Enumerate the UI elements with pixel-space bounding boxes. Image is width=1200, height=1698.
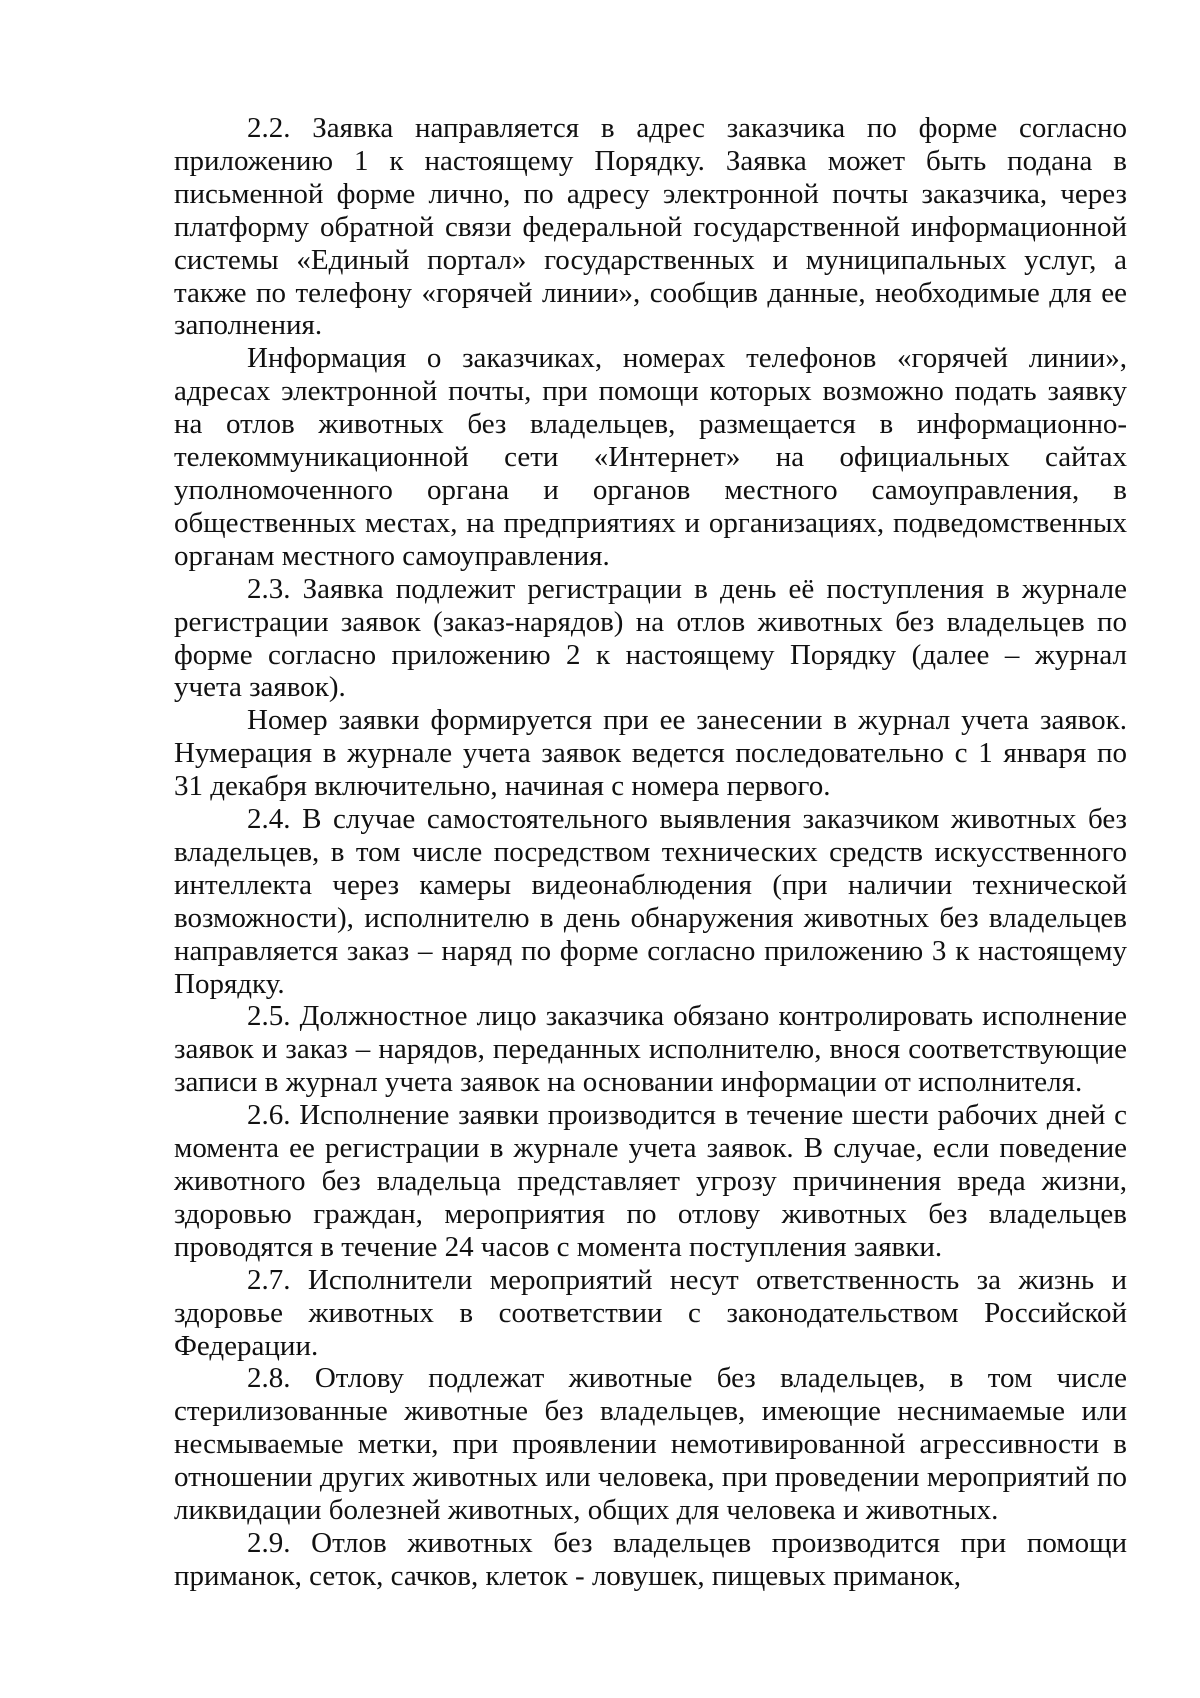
paragraph-2-4: 2.4. В случае самостоятельного выявления заказчиком животных без владельцев, в том числе посредством технических средств искусственного интеллекта через камеры видеонаблюдения (при наличии технической возможности), исполнителю в день обнаружения животных без владельцев направляется заказ – наряд по форме согласно приложению 3 к настоящему Порядку. — [174, 803, 1127, 1000]
paragraph-numbering: Номер заявки формируется при ее занесении в журнал учета заявок. Нумерация в журнале учета заявок ведется последовательно с 1 января по 31 декабря включительно, начиная с номера первого. — [174, 704, 1127, 803]
paragraph-2-2: 2.2. Заявка направляется в адрес заказчика по форме согласно приложению 1 к настоящему Порядку. Заявка может быть подана в письменной форме лично, по адресу электронной почты заказчика, через платформу обратной связи федеральной государственной информационной системы «Единый портал» государственных и муниципальных услуг, а также по телефону «горячей линии», сообщив данные, необходимые для ее заполнения. — [174, 112, 1127, 342]
paragraph-2-7: 2.7. Исполнители мероприятий несут ответственность за жизнь и здоровье животных в соответствии с законодательством Российской Федерации. — [174, 1263, 1127, 1362]
paragraph-2-5: 2.5. Должностное лицо заказчика обязано контролировать исполнение заявок и заказ – нарядов, переданных исполнителю, внося соответствующие записи в журнал учета заявок на основании информации от исполнителя. — [174, 1000, 1127, 1099]
paragraph-2-3: 2.3. Заявка подлежит регистрации в день её поступления в журнале регистрации заявок (заказ-нарядов) на отлов животных без владельцев по форме согласно приложению 2 к настоящему Порядку (далее – журнал учета заявок). — [174, 572, 1127, 704]
paragraph-2-9: 2.9. Отлов животных без владельцев производится при помощи приманок, сеток, сачков, клеток - ловушек, пищевых приманок, — [174, 1526, 1127, 1592]
document-body — [174, 112, 1127, 1593]
paragraph-contacts-info: Информация о заказчиках, номерах телефонов «горячей линии», адресах электронной почты, при помощи которых возможно подать заявку на отлов животных без владельцев, размещается в информационно-телекоммуникационной сети «Интернет» на официальных сайтах уполномоченного органа и органов местного самоуправления, в общественных местах, на предприятиях и организациях, подведомственных органам местного самоуправления. — [174, 342, 1127, 572]
paragraph-2-8: 2.8. Отлову подлежат животные без владельцев, в том числе стерилизованные животные без владельцев, имеющие неснимаемые или несмываемые метки, при проявлении немотивированной агрессивности в отношении других животных или человека, при проведении мероприятий по ликвидации болезней животных, общих для человека и животных. — [174, 1362, 1127, 1527]
paragraph-2-6: 2.6. Исполнение заявки производится в течение шести рабочих дней с момента ее регистрации в журнале учета заявок. В случае, если поведение животного без владельца представляет угрозу причинения вреда жизни, здоровью граждан, мероприятия по отлову животных без владельцев проводятся в течение 24 часов с момента поступления заявки. — [174, 1099, 1127, 1263]
